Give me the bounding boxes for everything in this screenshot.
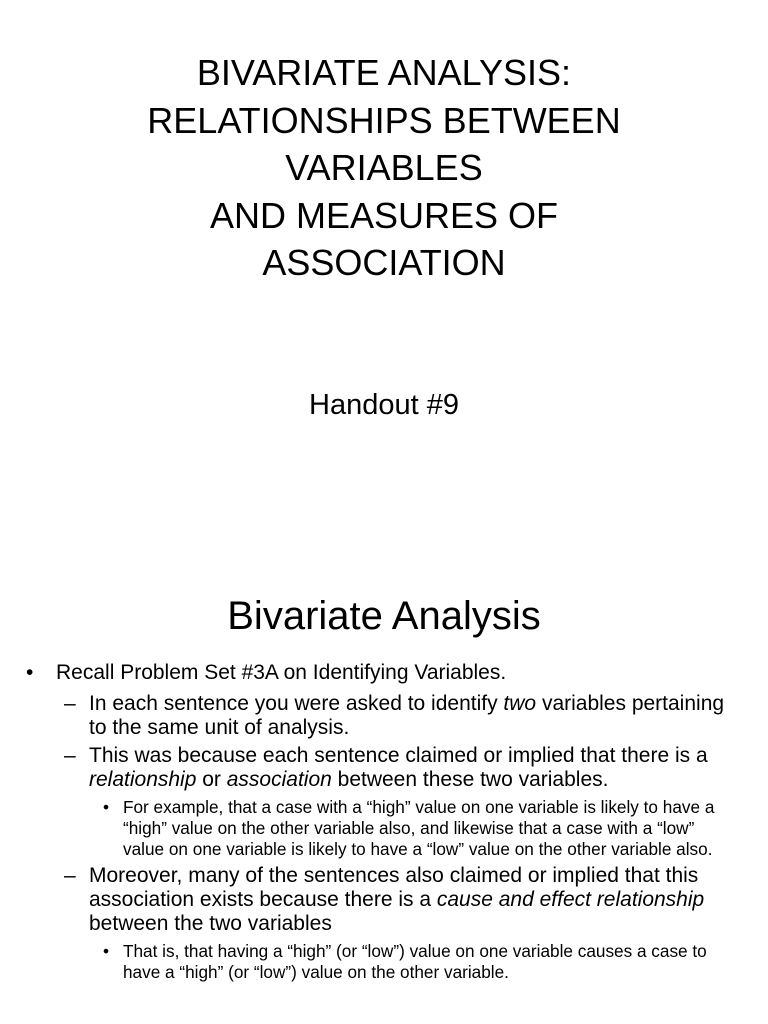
title-line: RELATIONSHIPS BETWEEN [147,99,621,141]
dash-icon: – [64,744,76,767]
text-run: Moreover, many of the sentences also claimed or implied that this association exists because there is a [89,864,699,911]
emphasis-text: two [503,692,537,715]
sub-sub-bullet-item [0,941,768,983]
title-line: ASSOCIATION [262,242,506,283]
text-run: between the two variables [89,912,332,935]
dash-icon: – [64,692,76,715]
emphasis-text: relationship [89,768,197,791]
slide-heading: Bivariate Analysis [227,594,541,638]
slide-title [0,49,768,287]
dash-icon: – [64,864,76,887]
slide-bivariate-analysis [0,560,768,1024]
text-run: This was because each sentence claimed or implied that there is a [89,744,708,767]
emphasis-text: cause and effect relationship [436,888,705,911]
text-run: In each sentence you were asked to identify [89,692,504,715]
sub-bullet-item [0,692,768,740]
sub-bullet-text [89,864,704,935]
sub-bullet-text [89,692,724,739]
text-run: between these two variables. [331,768,609,791]
sub-sub-bullet-item [0,797,768,860]
sub-bullet-item [0,744,768,792]
bullet-icon: • [26,661,34,684]
slide-subtitle: Handout #9 [309,389,459,421]
bullet-text: Recall Problem Set #3A on Identifying Variables. [56,661,507,684]
text-run: or [196,768,227,791]
sub-bullet-item [0,864,768,936]
title-line: BIVARIATE ANALYSIS: [196,52,572,93]
title-line: AND MEASURES OF [209,194,559,236]
sub-bullet-text [89,744,708,791]
emphasis-text: association [226,768,332,791]
sub-sub-bullet-text: That is, that having a “high” (or “low”) value on one variable causes a case to have a “high” (or “low”) value on the other variable. [123,941,707,982]
bullet-list [0,658,768,986]
bullet-item [0,658,768,688]
bullet-icon: • [103,941,110,961]
text-run: variables pertaining to the same unit of analysis. [89,692,725,739]
title-line: VARIABLES [285,147,483,188]
sub-sub-bullet-text: For example, that a case with a “high” value on one variable is likely to have a “high” value on the other variable also, and likewise that a case with a “low” value on one variable is likely to have a “low” value on the other variable also. [123,797,715,859]
bullet-icon: • [103,797,110,817]
